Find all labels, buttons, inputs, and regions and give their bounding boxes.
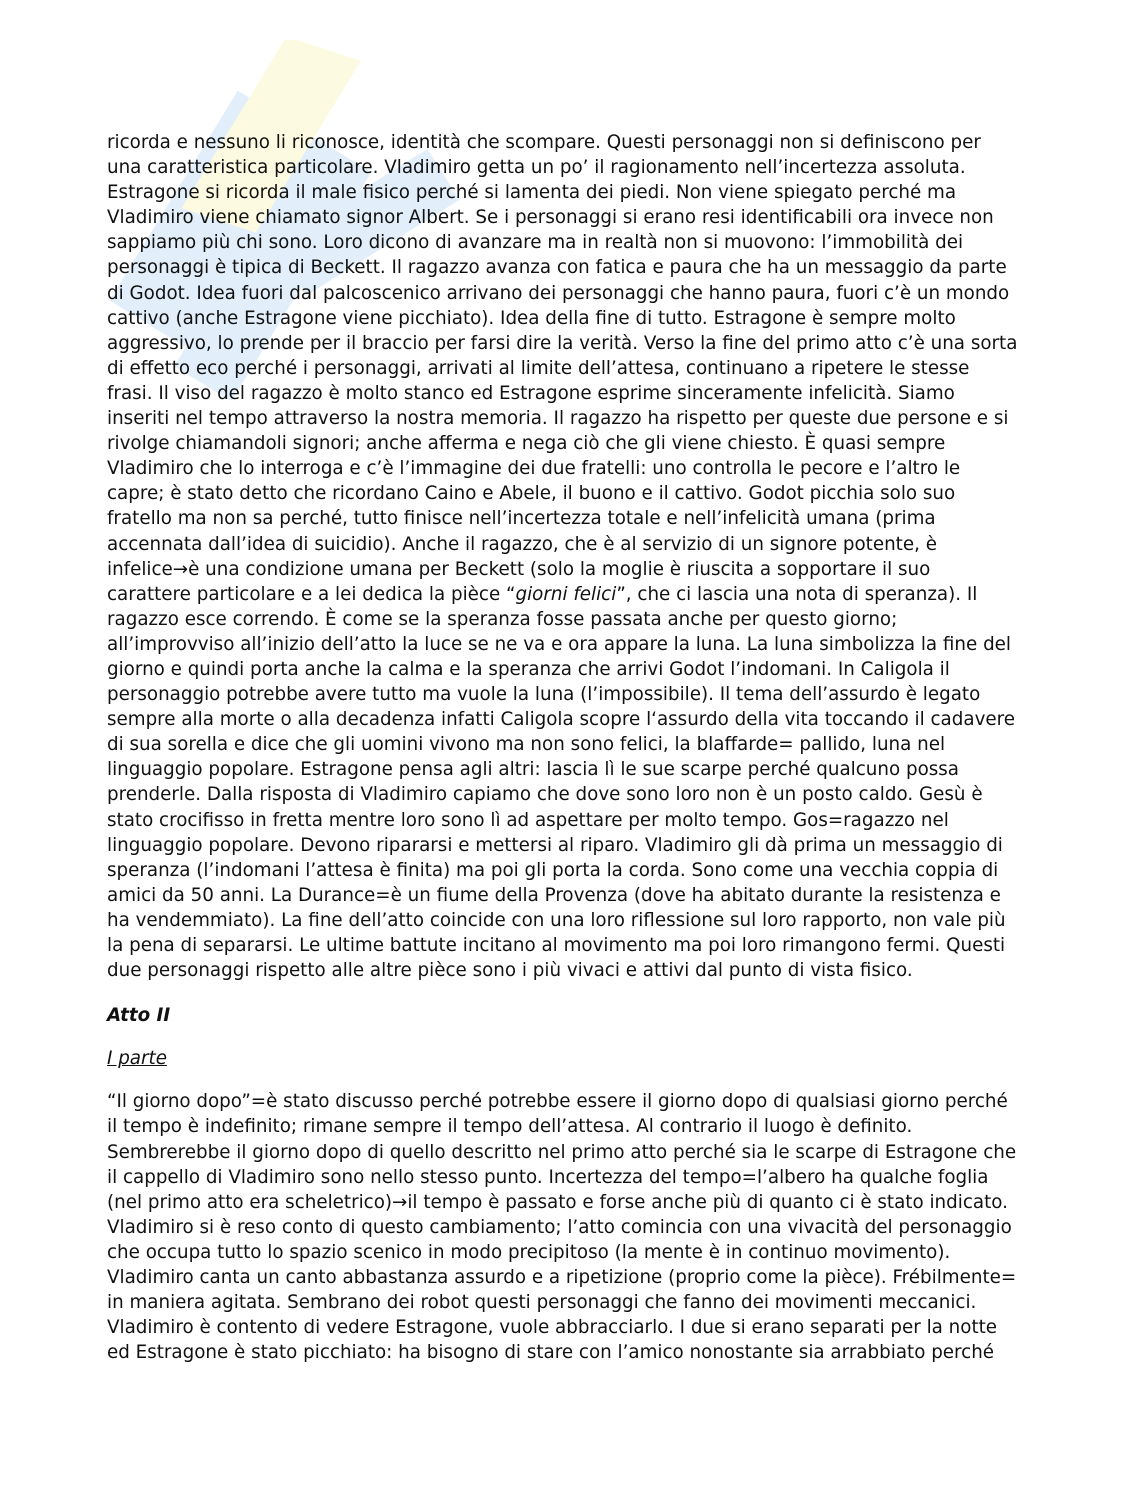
paragraph-act-one-end [107, 130, 1045, 983]
italic-title: giorni felici [515, 583, 617, 605]
subsection-heading: I parte [107, 1048, 167, 1070]
paragraph-text-continued: ”, che ci lascia una nota di speranza). Il ragazzo esce correndo. È come se la speranza fosse passata anche per questo giorno; all’improvviso all’inizio dell’atto la luce se ne va e ora appare la luna. La luna simbolizza la fine del giorno e quindi porta anche la calma e la speranza che arrivi Godot l’indomani. In Caligola il personaggio potrebbe avere tutto ma vuole la luna (l’impossibile). Il tema dell’assurdo è legato sempre alla morte o alla decadenza infatti Caligola scopre l‘assurdo della vita toccando il cadavere di sua sorella e dice che gli uomini vivono ma non sono felici, la blaffarde= pallido, luna nel linguaggio popolare. Estragone pensa agli altri: lascia lì le sue scarpe perché qualcuno possa prenderle. Dalla risposta di Vladimiro capiamo che dove sono loro non è un posto caldo. Gesù è stato crocifisso in fretta mentre loro sono lì ad aspettare per molto tempo. Gos=ragazzo nel linguaggio popolare. Devono ripararsi e mettersi al riparo. Vladimiro gli dà prima un messaggio di speranza (l’indomani l’attesa è finita) ma poi gli porta la corda. Sono come una vecchia coppia di amici da 50 anni. La Durance=è un fiume della Provenza (dove ha abitato durante la resistenza e ha vendemmiato). La fine dell’atto coincide con una loro riflessione sul loro rapporto, non vale più la pena di separarsi. Le ultime battute incitano al movimento ma poi loro rimangono fermi. Questi due personaggi rispetto alle altre pièce sono i più vivaci e attivi dal punto di vista fisico. [107, 583, 1015, 982]
paragraph-act-two: “Il giorno dopo”=è stato discusso perché potrebbe essere il giorno dopo di qualsiasi giorno perché il tempo è indefinito; rimane sempre il tempo dell’attesa. Al contrario il luogo è definito. Sembrerebbe il giorno dopo di quello descritto nel primo atto perché sia le scarpe di Estragone che il cappello di Vladimiro sono nello stesso punto. Incertezza del tempo=l’albero ha qualche foglia (nel primo atto era scheletrico)→il tempo è passato e forse anche più di quanto ci è stato indicato. Vladimiro si è reso conto di questo cambiamento; l’atto comincia con una vivacità del personaggio che occupa tutto lo spazio scenico in modo precipitoso (la mente è in continuo movimento). Vladimiro canta un canto abbastanza assurdo e a ripetizione (proprio come la pièce). Frébilmente= in maniera agitata. Sembrano dei robot questi personaggi che fanno dei movimenti meccanici. Vladimiro è contento di vedere Estragone, vuole abbracciarlo. I due si erano separati per la notte ed Estragone è stato picchiato: ha bisogno di stare con l’amico nonostante sia arrabbiato perché [107, 1091, 1017, 1364]
document-page [107, 130, 1045, 1365]
section-heading: Atto II [107, 1005, 171, 1027]
paragraph-text: ricorda e nessuno li riconosce, identità che scompare. Questi personaggi non si definiscono per una caratteristica particolare. Vladimiro getta un po’ il ragionamento nell’incertezza assoluta. Estragone si ricorda il male fisico perché si lamenta dei piedi. Non viene spiegato perché ma Vladimiro viene chiamato signor Albert. Se i personaggi si erano resi identificabili ora invece non sappiamo più chi sono. Loro dicono di avanzare ma in realtà non si muovono: l’immobilità dei personaggi è tipica di Beckett. Il ragazzo avanza con fatica e paura che ha un messaggio da parte di Godot. Idea fuori dal palcoscenico arrivano dei personaggi che hanno paura, fuori c’è un mondo cattivo (anche Estragone viene picchiato). Idea della fine di tutto. Estragone è sempre molto aggressivo, lo prende per il braccio per farsi dire la verità. Verso la fine del primo atto c’è una sorta di effetto eco perché i personaggi, arrivati al limite dell’attesa, continuano a ripetere le stesse frasi. Il viso del ragazzo è molto stanco ed Estragone esprime sinceramente infelicità. Siamo inseriti nel tempo attraverso la nostra memoria. Il ragazzo ha rispetto per queste due persone e si rivolge chiamandoli signori; anche afferma e nega ciò che gli viene chiesto. È quasi sempre Vladimiro che lo interroga e c’è l’immagine dei due fratelli: uno controlla le pecore e l’altro le capre; è stato detto che ricordano Caino e Abele, il buono e il cattivo. Godot picchia solo suo fratello ma non sa perché, tutto finisce nell’incertezza totale e nell’infelicità umana (prima accennata dall’idea di suicidio). Anche il ragazzo, che è al servizio di un signore potente, è infelice→è una condizione umana per Beckett (solo la moglie è riuscita a sopportare il suo carattere particolare e a lei dedica la pièce “ [107, 132, 1018, 605]
